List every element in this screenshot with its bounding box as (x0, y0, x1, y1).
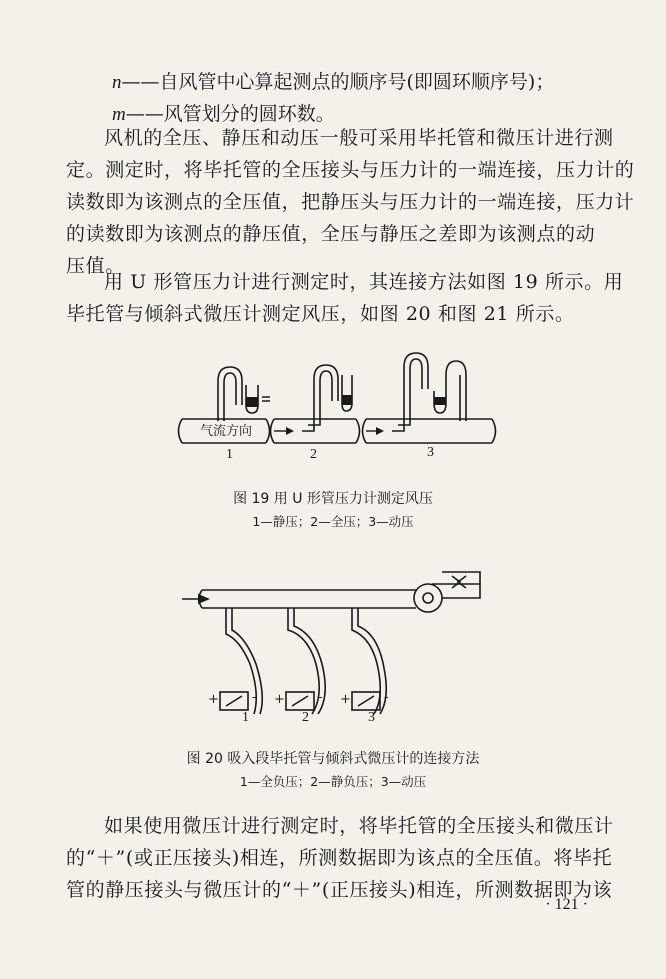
u-tube-manometer-diagram (170, 345, 510, 465)
paragraph-line: 的读数即为该测点的静压值，全压与静压之差即为该测点的动 (66, 223, 596, 245)
paragraph-line: 定。测定时，将毕托管的全压接头与压力计的一端连接，压力计的 (66, 159, 635, 181)
paragraph-line: 管的静压接头与微压计的“＋”(正压接头)相连，所测数据即为该 (66, 879, 613, 901)
figure-19-caption: 图 19 用 U 形管压力计测定风压 (233, 491, 433, 507)
definition-n (112, 71, 554, 94)
definition-dash: —— (125, 103, 164, 125)
figure-20-label-3: 3 (368, 710, 375, 725)
minus-sign-1: - (252, 690, 257, 705)
figure-19-diagram (170, 345, 510, 465)
paragraph-line: 如果使用微压计进行测定时，将毕托管的全压接头和微压计 (104, 815, 614, 837)
paragraph-line: 读数即为该测点的全压值，把静压头与压力计的一端连接，压力计 (66, 191, 635, 213)
figure-19-subcaption: 1—静压；2—全压；3—动压 (252, 514, 414, 529)
definition-symbol: m (112, 104, 126, 125)
airflow-label: 气流方向 (200, 424, 253, 439)
paragraph-3 (66, 810, 614, 906)
figure-20-subcaption: 1—全负压；2—静负压；3—动压 (239, 774, 427, 789)
figure-19-label-1: 1 (226, 447, 233, 462)
paragraph-line: 毕托管与倾斜式微压计测定风压，如图 20 和图 21 所示。 (66, 303, 575, 325)
minus-sign-2: - (318, 690, 323, 705)
paragraph-2 (66, 266, 624, 330)
definition-text: 自风管中心算起测点的顺序号(即圆环顺序号)； (159, 71, 555, 93)
page-number: · 121 · (545, 896, 588, 913)
figure-19-label-3: 3 (427, 445, 434, 460)
plus-sign-2: + (274, 692, 285, 707)
figure-20-label-2: 2 (302, 710, 309, 725)
figure-19-label-2: 2 (310, 447, 317, 462)
paragraph-line: 风机的全压、静压和动压一般可采用毕托管和微压计进行测 (104, 127, 614, 149)
paragraph-line: 的“＋”(或正压接头)相连，所测数据即为该点的全压值。将毕托 (66, 847, 613, 869)
figure-20-label-1: 1 (242, 710, 249, 725)
plus-sign-3: + (340, 692, 351, 707)
paragraph-line: 用 U 形管压力计进行测定时，其连接方法如图 19 所示。用 (104, 271, 624, 293)
definition-dash: —— (121, 71, 160, 93)
definition-symbol: n (112, 72, 122, 93)
definition-text: 风管划分的圆环数。 (163, 103, 335, 125)
figure-20-caption: 图 20 吸入段毕托管与倾斜式微压计的连接方法 (186, 751, 480, 767)
plus-sign-1: + (208, 692, 219, 707)
paragraph-line: 压值。 (66, 255, 125, 277)
figure-20-diagram (180, 568, 500, 728)
minus-sign-3: - (384, 690, 389, 705)
